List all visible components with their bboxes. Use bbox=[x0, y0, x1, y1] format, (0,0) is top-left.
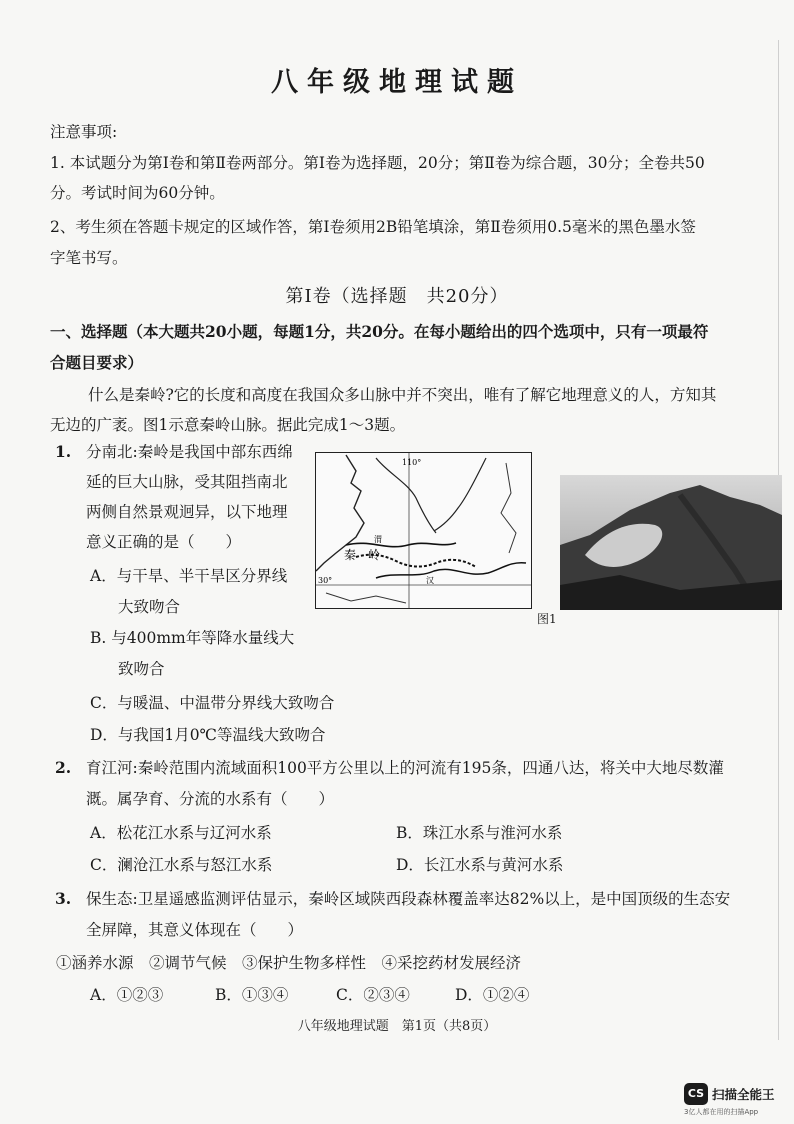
q1-option-d: D．与我国1月0℃等温线大致吻合 bbox=[90, 726, 326, 744]
boundary-line-center bbox=[376, 458, 436, 533]
boundary-line-north bbox=[434, 458, 486, 531]
qinling-photo-drawing bbox=[560, 475, 782, 610]
qinling-map-drawing bbox=[316, 453, 531, 608]
watermark-app-name: 扫描全能王 bbox=[712, 1087, 775, 1102]
q3-option-c: C．②③④ bbox=[336, 986, 410, 1004]
q3-statements: ①涵养水源 ②调节气候 ③保护生物多样性 ④采挖药材发展经济 bbox=[56, 954, 522, 972]
map-wei-river-label: 渭 bbox=[374, 535, 382, 544]
q1-stem-line-3: 两侧自然景观迥异，以下地理 bbox=[86, 503, 288, 521]
q1-stem-line-4: 意义正确的是（ ） bbox=[86, 533, 242, 551]
q1-option-b-line-2: 致吻合 bbox=[118, 660, 165, 678]
boundary-line-south bbox=[326, 593, 406, 603]
q1-option-c: C．与暖温、中温带分界线大致吻合 bbox=[90, 694, 335, 712]
q2-option-b: B．珠江水系与淮河水系 bbox=[396, 824, 563, 842]
section-title: 第Ⅰ卷（选择题 共20分） bbox=[285, 286, 509, 307]
q2-number: 2. bbox=[55, 758, 72, 777]
notice-item-1-line-1: 1. 本试题分为第Ⅰ卷和第Ⅱ卷两部分。第Ⅰ卷为选择题，20分；第Ⅱ卷为综合题，30分；全卷共50 bbox=[50, 154, 705, 172]
han-river bbox=[376, 563, 526, 578]
q1-number: 1. bbox=[55, 442, 72, 461]
page-title: 八年级地理试题 bbox=[271, 67, 523, 98]
q3-option-b: B．①③④ bbox=[215, 986, 289, 1004]
figure-label: 图1 bbox=[537, 612, 557, 626]
q1-option-b-line-1: B. 与400mm年等降水量线大 bbox=[90, 629, 295, 647]
q3-number: 3. bbox=[55, 889, 72, 908]
notice-item-2-line-1: 2、考生须在答题卡规定的区域作答，第Ⅰ卷须用2B铅笔填涂，第Ⅱ卷须用0.5毫米的黑色墨水签 bbox=[50, 218, 696, 236]
camscanner-logo-icon: CS bbox=[684, 1083, 708, 1105]
map-han-river-label: 汉 bbox=[426, 576, 434, 585]
map-latitude-label: 30° bbox=[318, 576, 333, 585]
map-longitude-label: 110° bbox=[402, 458, 422, 467]
qinling-photo bbox=[560, 475, 782, 610]
notice-heading: 注意事项: bbox=[50, 123, 118, 141]
qinling-map bbox=[315, 452, 532, 609]
notice-item-1-line-2: 分。考试时间为60分钟。 bbox=[50, 184, 225, 202]
q2-option-c: C．澜沧江水系与怒江水系 bbox=[90, 856, 273, 874]
q3-option-d: D．①②④ bbox=[455, 986, 530, 1004]
q2-stem-line-2: 溉。属孕育、分流的水系有（ ） bbox=[86, 790, 335, 808]
intro-line-1: 什么是秦岭?它的长度和高度在我国众多山脉中并不突出，唯有了解它地理意义的人，方知其 bbox=[88, 386, 717, 404]
notice-item-2-line-2: 字笔书写。 bbox=[50, 249, 128, 267]
q3-stem-line-1: 保生态:卫星遥感监测评估显示，秦岭区域陕西段森林覆盖率达82%以上，是中国顶级的生态安 bbox=[86, 890, 731, 908]
boundary-line-east bbox=[501, 463, 516, 553]
part1-heading-line-1: 一、选择题（本大题共20小题，每题1分，共20分。在每小题给出的四个选项中，只有一项最符 bbox=[50, 322, 709, 341]
page-footer: 八年级地理试题 第1页（共8页） bbox=[297, 1019, 497, 1034]
q3-stem-line-2: 全屏障，其意义体现在（ ） bbox=[86, 921, 304, 939]
watermark-slogan: 3亿人都在用的扫描App bbox=[684, 1108, 759, 1116]
map-qinling-label: 秦 岭 bbox=[344, 548, 381, 562]
q1-stem-line-2: 延的巨大山脉，受其阻挡南北 bbox=[86, 473, 288, 491]
part1-heading-line-2: 合题目要求） bbox=[50, 353, 144, 372]
q1-option-a-line-1: A．与干旱、半干旱区分界线 bbox=[90, 567, 288, 585]
q1-stem-line-1: 分南北:秦岭是我国中部东西绵 bbox=[86, 443, 293, 461]
q2-stem-line-1: 育江河:秦岭范围内流域面积100平方公里以上的河流有195条，四通八达，将关中大地尽数灌 bbox=[86, 759, 724, 777]
q2-option-a: A．松花江水系与辽河水系 bbox=[90, 824, 272, 842]
q1-option-a-line-2: 大致吻合 bbox=[118, 598, 181, 616]
wei-river bbox=[346, 543, 456, 547]
intro-line-2: 无边的广袤。图1示意秦岭山脉。据此完成1～3题。 bbox=[50, 416, 406, 434]
q2-option-d: D．长江水系与黄河水系 bbox=[396, 856, 564, 874]
q3-option-a: A．①②③ bbox=[90, 986, 164, 1004]
